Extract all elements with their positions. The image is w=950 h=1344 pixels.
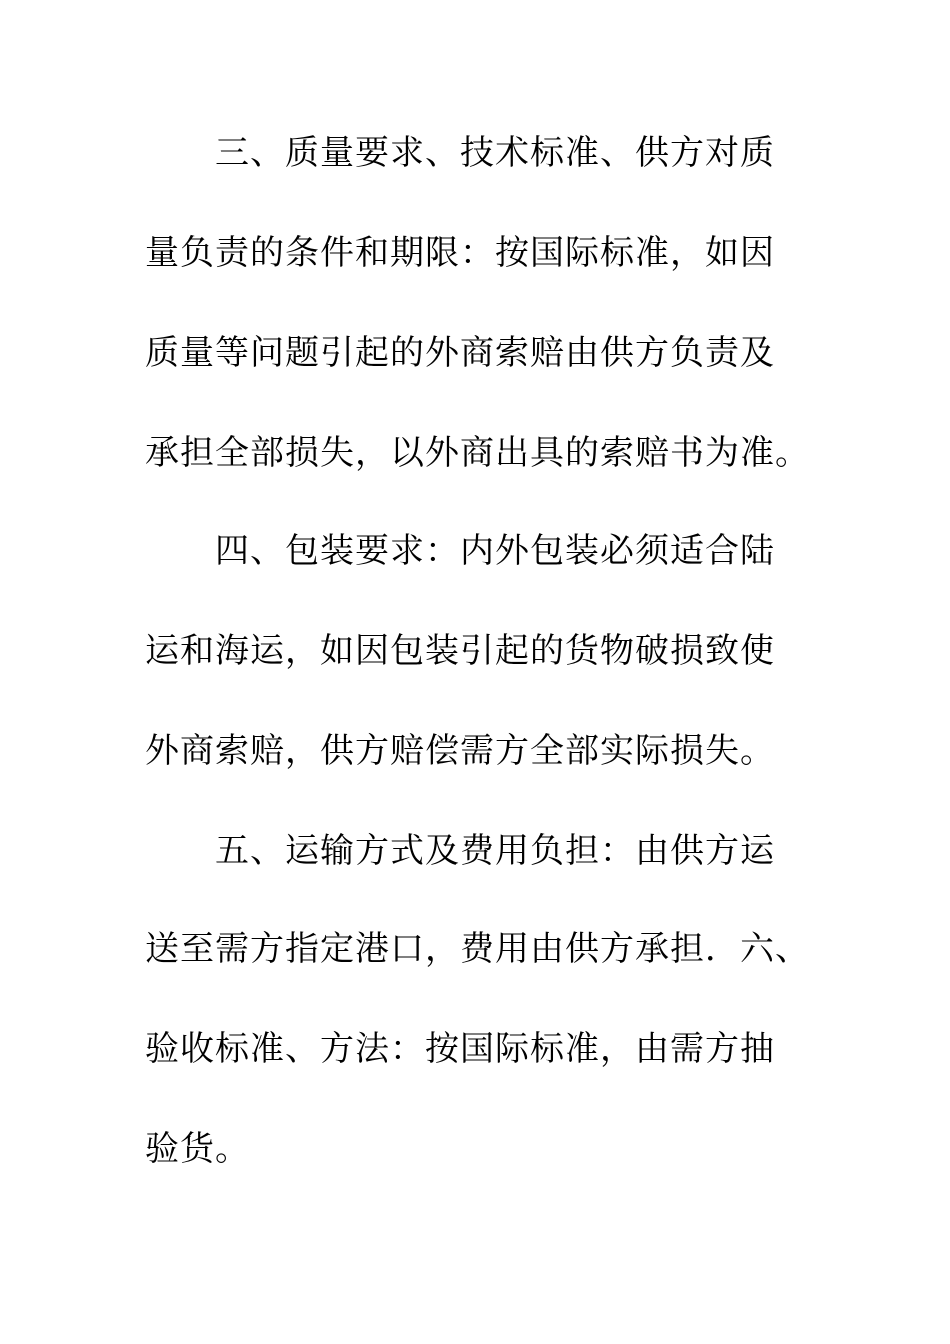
text-line: 运和海运，如因包装引起的货物破损致使 (145, 631, 775, 671)
text-line: 质量等问题引起的外商索赔由供方负责及 (145, 333, 775, 373)
text-line: 承担全部损失，以外商出具的索赔书为准。 (145, 433, 810, 473)
text-line-section-3-heading: 三、质量要求、技术标准、供方对质 (215, 133, 775, 173)
text-line-section-5-heading: 五、运输方式及费用负担：由供方运 (215, 831, 775, 871)
text-line: 外商索赔，供方赔偿需方全部实际损失。 (145, 731, 775, 771)
text-line: 验货。 (145, 1129, 250, 1169)
text-line: 验收标准、方法：按国际标准，由需方抽 (145, 1029, 775, 1069)
text-line: 送至需方指定港口，费用由供方承担．六、 (145, 929, 810, 969)
text-line-section-4-heading: 四、包装要求：内外包装必须适合陆 (215, 531, 775, 571)
text-line: 量负责的条件和期限：按国际标准，如因 (145, 233, 775, 273)
